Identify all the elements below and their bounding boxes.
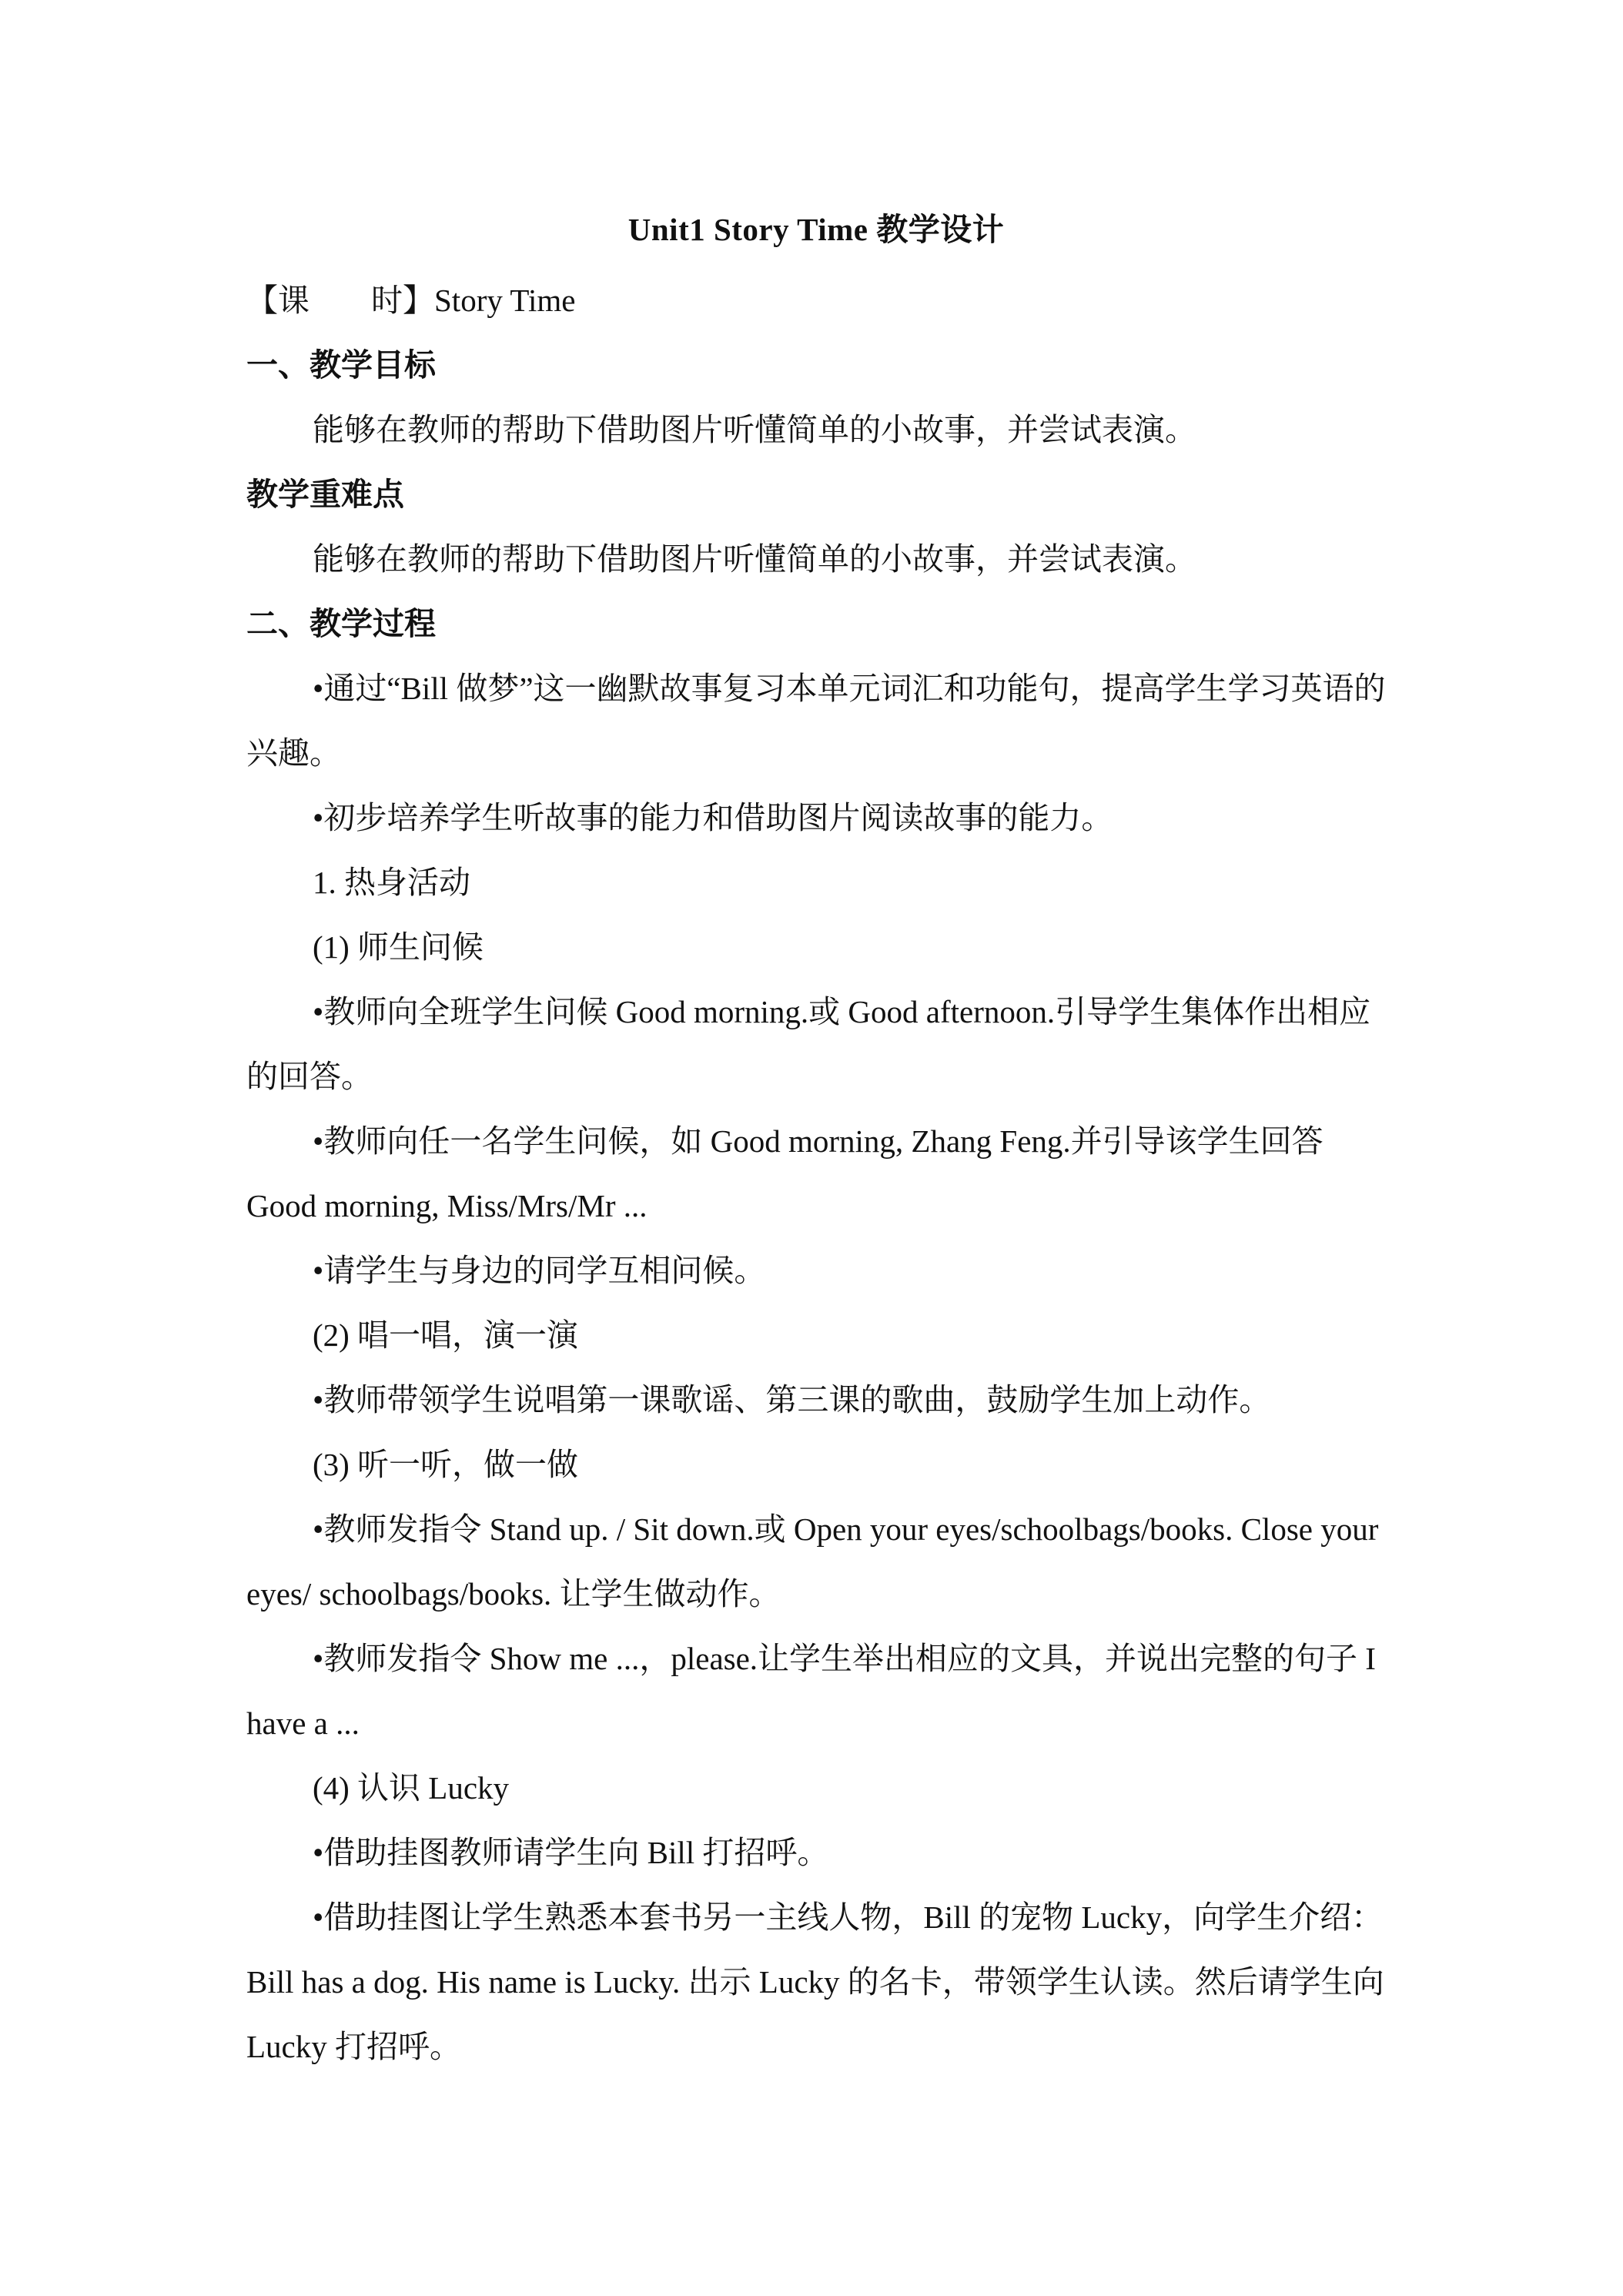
document-title: Unit1 Story Time 教学设计 — [627, 212, 1005, 247]
intro-bullet-1: •通过“Bill 做梦”这一幽默故事复习本单元词汇和功能句，提高学生学习英语的兴趣。 — [246, 671, 1386, 771]
section1-text: 能够在教师的帮助下借助图片听懂简单的小故事，并尝试表演。 — [313, 412, 1196, 447]
sub4-bullet-1: •借助挂图教师请学生向 Bill 打招呼。 — [313, 1835, 829, 1870]
section2-heading: 二、教学过程 — [246, 606, 436, 641]
sub3-bullet-2: •教师发指令 Show me ...，please.让学生举出相应的文具，并说出完整的句子 I have a ... — [246, 1641, 1376, 1741]
sub2-heading: (2) 唱一唱，演一演 — [313, 1317, 579, 1353]
lesson-label-close: 时】 — [371, 283, 434, 318]
keypoints-text: 能够在教师的帮助下借助图片听懂简单的小故事，并尝试表演。 — [313, 541, 1196, 577]
sub2-bullet-1: •教师带领学生说唱第一课歌谣、第三课的歌曲，鼓励学生加上动作。 — [313, 1382, 1271, 1417]
keypoints-heading: 教学重难点 — [246, 477, 404, 512]
sub3-bullet-1: •教师发指令 Stand up. / Sit down.或 Open your eyes/schoolbags/books. Close your eyes/ schoolbags/books. 让学生做动作。 — [246, 1511, 1379, 1612]
sub1-bullet-2: •教师向任一名学生问候，如 Good morning, Zhang Feng.并引导该学生回答 Good morning, Miss/Mrs/Mr ... — [246, 1123, 1323, 1223]
lesson-value: Story Time — [434, 283, 576, 318]
sub1-bullet-1: •教师向全班学生问候 Good morning.或 Good afternoon.引导学生集体作出相应的回答。 — [246, 994, 1371, 1094]
lesson-line — [246, 268, 1386, 333]
section1-heading: 一、教学目标 — [246, 347, 436, 383]
document-page — [246, 208, 1386, 2079]
sub3-heading: (3) 听一听，做一做 — [313, 1447, 579, 1482]
lesson-label-open: 【课 — [246, 283, 310, 318]
sub1-heading: (1) 师生问候 — [313, 929, 484, 965]
sub1-bullet-3: •请学生与身边的同学互相问候。 — [313, 1253, 766, 1288]
sub4-bullet-2: •借助挂图让学生熟悉本套书另一主线人物，Bill 的宠物 Lucky，向学生介绍：Bill has a dog. His name is Lucky. 出示 Lucky 的名卡，带领学生认读。然后请学生向 Lucky 打招呼。 — [246, 1899, 1384, 2064]
sub4-heading: (4) 认识 Lucky — [313, 1770, 510, 1806]
step1-heading: 1. 热身活动 — [313, 865, 470, 900]
intro-bullet-2: •初步培养学生听故事的能力和借助图片阅读故事的能力。 — [313, 800, 1113, 835]
